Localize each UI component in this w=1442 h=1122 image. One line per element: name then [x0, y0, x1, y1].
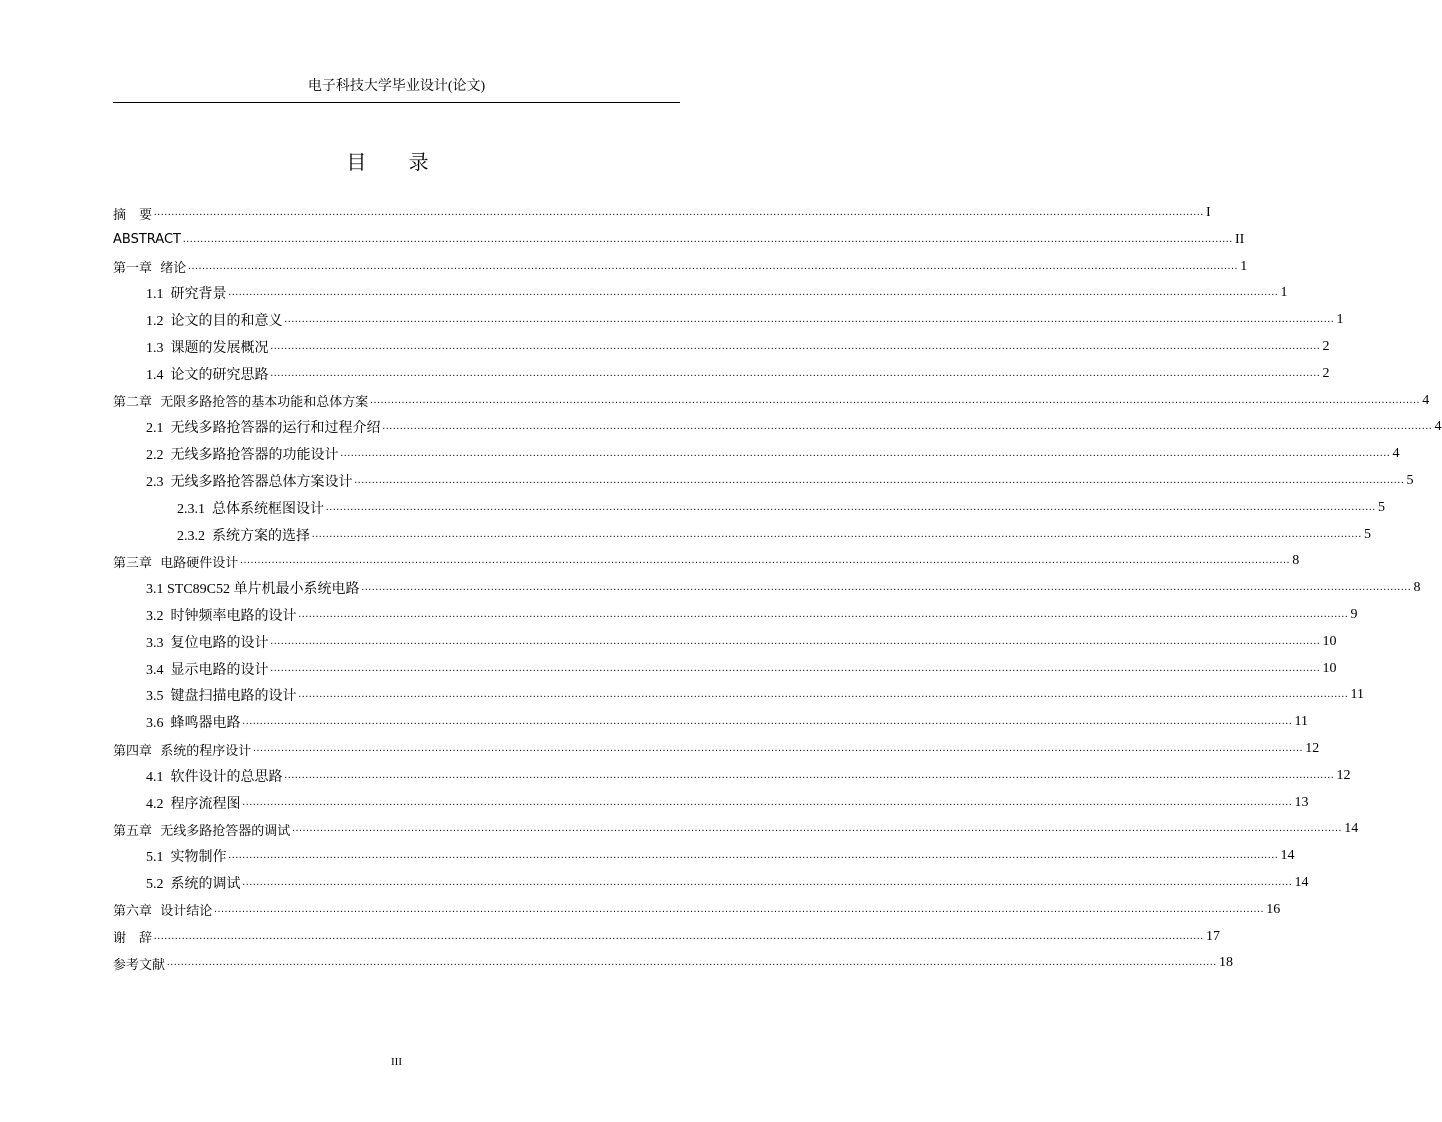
toc-entry[interactable]	[146, 656, 1337, 682]
dot-leader: ............................................................................................................................................................................................................................................................................................................	[298, 609, 1349, 620]
toc-entry[interactable]	[113, 924, 1221, 950]
toc-entry-page: 10	[1322, 660, 1337, 676]
toc-entry-page: 9	[1350, 607, 1358, 622]
dot-leader: ............................................................................................................................................................................................................................................................................................................	[270, 662, 1321, 674]
toc-entry[interactable]	[146, 441, 1400, 467]
toc-entry[interactable]	[146, 682, 1364, 708]
toc-entry[interactable]	[146, 602, 1358, 628]
toc-entry-label: 2.3.2 系统方案的选择	[177, 528, 310, 544]
toc-entry-page: 12	[1336, 767, 1351, 783]
toc-entry-label: ABSTRACT	[113, 232, 181, 248]
toc-entry-page: I	[1206, 205, 1211, 220]
dot-leader: ............................................................................................................................................................................................................................................................................................................	[270, 635, 1321, 647]
dot-leader: ............................................................................................................................................................................................................................................................................................................	[284, 769, 1335, 781]
toc-entry-page: 4	[1392, 446, 1400, 462]
toc-entry-page: 4	[1434, 419, 1442, 435]
running-header: 电子科技大学毕业设计(论文)	[307, 79, 486, 94]
header-rule	[113, 102, 680, 103]
toc-entry[interactable]	[177, 522, 1371, 548]
toc-entry-label: 4.2 程序流程图	[146, 796, 241, 812]
toc-entry-page: 8	[1413, 580, 1421, 596]
toc-entry-label: 1.3 课题的发展概况	[146, 341, 269, 356]
toc-entry-page: 4	[1422, 392, 1430, 408]
dot-leader: ............................................................................................................................................................................................................................................................................................................	[240, 555, 1291, 567]
dot-leader: ............................................................................................................................................................................................................................................................................................................	[154, 930, 1205, 942]
toc-entry[interactable]	[146, 414, 1442, 440]
toc-entry-page: 1	[1240, 258, 1248, 274]
toc-entry[interactable]	[146, 307, 1344, 333]
toc-entry[interactable]	[146, 575, 1421, 601]
dot-leader: ............................................................................................................................................................................................................................................................................................................	[284, 314, 1335, 326]
toc-entry[interactable]	[146, 468, 1414, 494]
toc-entry[interactable]	[113, 254, 1248, 280]
toc-entry-label: 摘 要	[113, 207, 153, 223]
toc-entry[interactable]	[113, 388, 1430, 414]
toc-entry[interactable]	[146, 763, 1351, 789]
dot-leader: ............................................................................................................................................................................................................................................................................................................	[326, 501, 1376, 513]
toc-entry-page: 2	[1322, 339, 1330, 354]
toc-entry-label: 3.4 显示电路的设计	[146, 662, 269, 678]
dot-leader: ............................................................................................................................................................................................................................................................................................................	[242, 796, 1293, 808]
toc-entry-page: 5	[1406, 473, 1414, 488]
toc-entry[interactable]	[113, 227, 1245, 253]
toc-entry-page: II	[1234, 231, 1245, 247]
toc-entry-page: 1	[1280, 285, 1288, 301]
toc-entry-page: 10	[1322, 633, 1337, 649]
toc-entry-page: 5	[1378, 499, 1385, 515]
toc-entry-page: 11	[1294, 714, 1308, 730]
toc-entry-label: 谢 辞	[113, 931, 153, 947]
toc-entry-label: 第二章 无限多路抢答的基本功能和总体方案	[113, 395, 369, 411]
dot-leader: ............................................................................................................................................................................................................................................................................................................	[182, 233, 1233, 245]
toc-entry[interactable]	[146, 790, 1309, 816]
toc-entry-label: 4.1 软件设计的总思路	[146, 769, 283, 785]
dot-leader: ............................................................................................................................................................................................................................................................................................................	[242, 877, 1293, 888]
toc-entry[interactable]	[177, 495, 1385, 521]
toc-entry[interactable]	[146, 629, 1337, 655]
dot-leader: ............................................................................................................................................................................................................................................................................................................	[370, 394, 1421, 406]
toc-entry-page: 8	[1292, 553, 1300, 569]
page-title: 目 录	[346, 150, 447, 174]
toc-entry-label: 2.3.1 总体系统框图设计	[177, 501, 324, 517]
toc-entry-label: 2.2 无线多路抢答器的功能设计	[146, 448, 339, 464]
toc-entry-label: 1.2 论文的目的和意义	[146, 314, 283, 330]
toc-entry-label: 5.2 系统的调试	[146, 877, 241, 892]
toc-entry[interactable]	[146, 280, 1288, 306]
toc-entry[interactable]	[113, 950, 1234, 976]
toc-entry[interactable]	[113, 816, 1359, 842]
toc-entry-page: 18	[1219, 955, 1234, 971]
dot-leader: ............................................................................................................................................................................................................................................................................................................	[253, 743, 1304, 754]
toc-entry-page: 2	[1322, 365, 1330, 381]
toc-entry-label: 第六章 设计结论	[113, 904, 213, 920]
dot-leader: ............................................................................................................................................................................................................................................................................................................	[242, 716, 1293, 728]
dot-leader: ............................................................................................................................................................................................................................................................................................................	[214, 903, 1265, 915]
dot-leader: ............................................................................................................................................................................................................................................................................................................	[312, 528, 1362, 540]
dot-leader: ............................................................................................................................................................................................................................................................................................................	[292, 823, 1343, 835]
toc-entry-label: 2.3 无线多路抢答器总体方案设计	[146, 475, 353, 490]
toc-entry-page: 12	[1305, 741, 1320, 756]
dot-leader: ............................................................................................................................................................................................................................................................................................................	[382, 421, 1433, 433]
toc-entry-label: 第四章 系统的程序设计	[113, 743, 252, 759]
toc-entry-page: 16	[1266, 901, 1281, 917]
toc-entry-page: 13	[1294, 794, 1309, 810]
toc-entry-label: 5.1 实物制作	[146, 850, 227, 866]
dot-leader: ............................................................................................................................................................................................................................................................................................................	[340, 448, 1391, 460]
toc-entry-page: 14	[1280, 848, 1295, 864]
toc-entry-page: 1	[1336, 312, 1344, 328]
toc-entry-label: 3.3 复位电路的设计	[146, 635, 269, 651]
toc-entry-label: 第三章 电路硬件设计	[113, 555, 239, 571]
dot-leader: ............................................................................................................................................................................................................................................................................................................	[270, 341, 1321, 352]
toc-entry-label: 参考文献	[113, 957, 166, 973]
toc-entry-label: 2.1 无线多路抢答器的运行和过程介绍	[146, 421, 381, 437]
toc-entry-page: 11	[1350, 687, 1364, 703]
dot-leader: ............................................................................................................................................................................................................................................................................................................	[270, 367, 1321, 379]
page-number: III	[391, 1056, 402, 1068]
toc-entry-label: 3.6 蜂鸣器电路	[146, 716, 241, 732]
dot-leader: ............................................................................................................................................................................................................................................................................................................	[188, 260, 1239, 272]
dot-leader: ............................................................................................................................................................................................................................................................................................................	[228, 850, 1279, 862]
toc-entry-page: 17	[1206, 928, 1221, 944]
toc-entry-label: 3.2 时钟频率电路的设计	[146, 609, 297, 624]
toc-entry-label: 1.4 论文的研究思路	[146, 367, 269, 383]
toc-entry[interactable]	[146, 709, 1308, 735]
toc-entry[interactable]	[146, 361, 1330, 387]
toc-entry-label: 第一章 绪论	[113, 261, 187, 277]
toc-entry-label: 3.1 STC89C52 单片机最小系统电路	[146, 582, 360, 598]
toc-entry-page: 14	[1294, 875, 1309, 890]
dot-leader: ............................................................................................................................................................................................................................................................................................................	[228, 287, 1279, 299]
toc-entry[interactable]	[146, 843, 1295, 869]
toc-entry-page: 5	[1364, 526, 1371, 542]
toc-entry[interactable]	[146, 870, 1309, 896]
dot-leader: ............................................................................................................................................................................................................................................................................................................	[354, 475, 1405, 486]
toc-entry-page: 14	[1344, 821, 1359, 837]
toc-entry-label: 3.5 键盘扫描电路的设计	[146, 689, 297, 705]
toc-entry[interactable]	[113, 200, 1211, 226]
dot-leader: ............................................................................................................................................................................................................................................................................................................	[361, 582, 1412, 594]
toc-entry-label: 第五章 无线多路抢答器的调试	[113, 823, 291, 839]
toc-entry[interactable]	[113, 548, 1300, 574]
toc-entry[interactable]	[146, 334, 1330, 360]
toc-entry[interactable]	[113, 897, 1281, 923]
toc-entry-label: 1.1 研究背景	[146, 287, 227, 303]
dot-leader: ............................................................................................................................................................................................................................................................................................................	[167, 957, 1218, 969]
dot-leader: ............................................................................................................................................................................................................................................................................................................	[154, 207, 1205, 218]
toc-entry[interactable]	[113, 736, 1320, 762]
dot-leader: ............................................................................................................................................................................................................................................................................................................	[298, 689, 1349, 701]
